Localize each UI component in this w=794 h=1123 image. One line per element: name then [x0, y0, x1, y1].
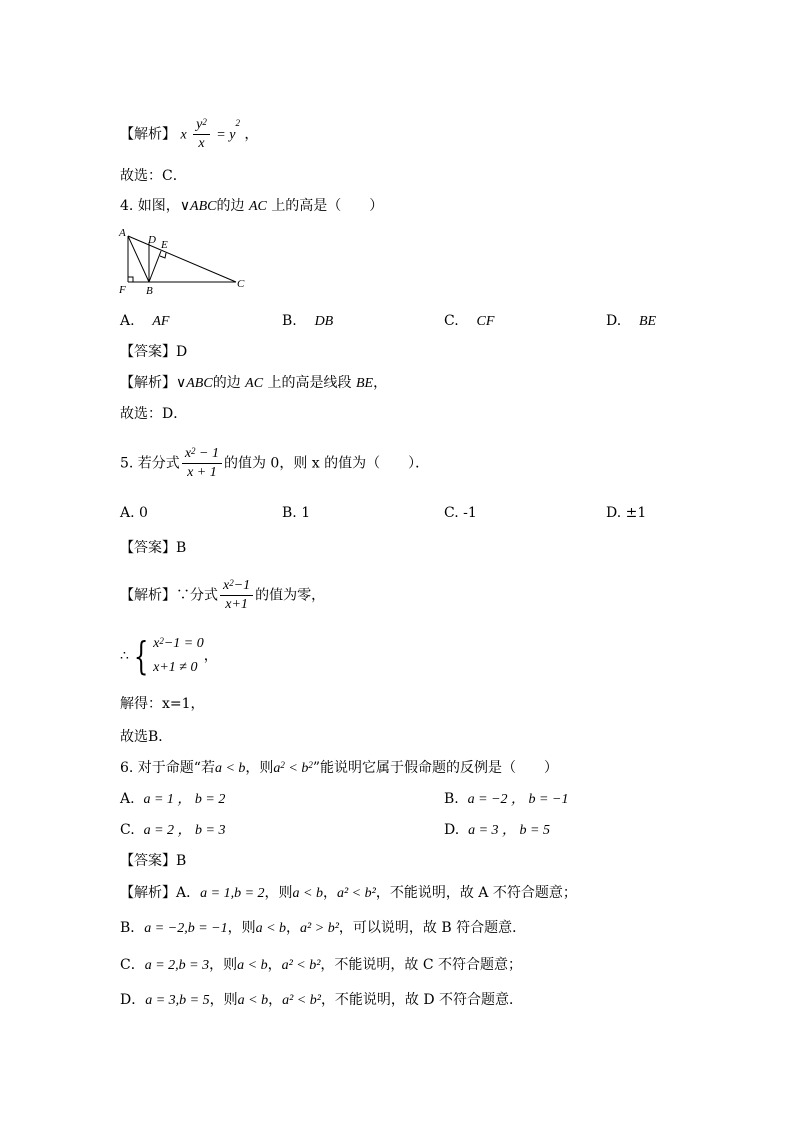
triangle-figure: [118, 226, 258, 298]
q5-analysis: 【解析】∵分式 $\frac{x^2-1}{x+1}$ 的值为零，: [120, 578, 326, 612]
label-f: F: [119, 284, 126, 296]
q6-option-b: B. a = −2 ， b = −1: [444, 791, 569, 807]
equals-y: = y: [216, 127, 236, 143]
label-e: E: [161, 239, 168, 251]
q4-option-d: D. BE: [606, 313, 657, 329]
label-c: C: [237, 278, 245, 290]
segment-ab: [128, 236, 149, 282]
expr-x: x: [180, 127, 187, 143]
q4-stem: 4. 如图，∨ABC的边 AC 上的高是（ ）: [120, 198, 384, 214]
q5-conclusion: 故选B．: [120, 729, 173, 745]
q6-option-d: D. a = 3 ， b = 5: [444, 822, 550, 838]
right-angle-e: [160, 253, 166, 258]
q4-analysis: 【解析】∨ABC的边 AC 上的高是线段 BE，: [120, 375, 388, 391]
q6-option-c: C. a = 2 ， b = 3: [120, 822, 226, 838]
q4-option-b: B. DB: [282, 313, 334, 329]
q6-analysis-c: C．a = 2,b = 3，则a < b，a² < b²，不能说明，故 C 不符合题意；: [120, 957, 523, 973]
q4-answer: 【答案】D: [120, 344, 188, 360]
right-angle-f: [128, 277, 133, 282]
q6-stem: 6. 对于命题“若a < b，则$a^2 < b^2$”能说明它属于假命题的反例是（ ）: [120, 760, 559, 776]
q5-stem: 5. 若分式 $\frac{x^2 - 1}{x + 1}$ 的值为 0，则 x 的值为（ ）．: [120, 446, 430, 480]
q5-option-a: A. 0: [120, 505, 148, 521]
segment-ac: [128, 236, 236, 282]
label-a: A: [119, 227, 126, 239]
segment-be: [149, 251, 161, 282]
q5-answer: 【答案】B: [120, 540, 187, 556]
q6-analysis-a: 【解析】A．a = 1,b = 2，则a < b，a² < b²，不能说明，故 A 不符合题意；: [120, 885, 577, 901]
q6-option-a: A. a = 1 ， b = 2: [120, 791, 226, 807]
brace: {: [133, 634, 149, 678]
fraction: $\frac{y^2}{x}$: [193, 116, 210, 153]
q4-option-c: C. CF: [444, 313, 495, 329]
q6-analysis-b: B．a = −2,b = −1，则a < b，a² > b²，可以说明，故 B 符合题意．: [120, 920, 527, 936]
q3-analysis: 【解析】 x $\frac{y^2}{x}$ = $y^2$ ，: [120, 117, 259, 151]
q5-option-c: C. -1: [444, 505, 477, 521]
q5-option-b: B. 1: [282, 505, 311, 521]
q5-solve: 解得：x=1，: [120, 696, 205, 712]
q5-analysis-fraction: $\frac{x^2-1}{x+1}$: [220, 577, 253, 614]
analysis-tag: 【解析】: [120, 126, 176, 143]
equation-system: $x^2-1 = 0$ x+1 ≠ 0: [153, 636, 204, 675]
q3-conclusion: 故选：C．: [120, 168, 187, 184]
q6-answer: 【答案】B: [120, 853, 187, 869]
q4-conclusion: 故选：D．: [120, 406, 188, 422]
q6-analysis-d: D．a = 3,b = 5，则a < b，a² < b²，不能说明，故 D 不符合题意．: [120, 992, 524, 1008]
q5-system: ∴ { $x^2-1 = 0$ x+1 ≠ 0 ，: [120, 634, 218, 678]
label-d: D: [148, 234, 156, 246]
q5-fraction: $\frac{x^2 - 1}{x + 1}$: [182, 445, 222, 482]
label-b: B: [146, 285, 153, 297]
q5-option-d: D. ±1: [606, 505, 647, 521]
q4-option-a: A. AF: [120, 313, 170, 329]
